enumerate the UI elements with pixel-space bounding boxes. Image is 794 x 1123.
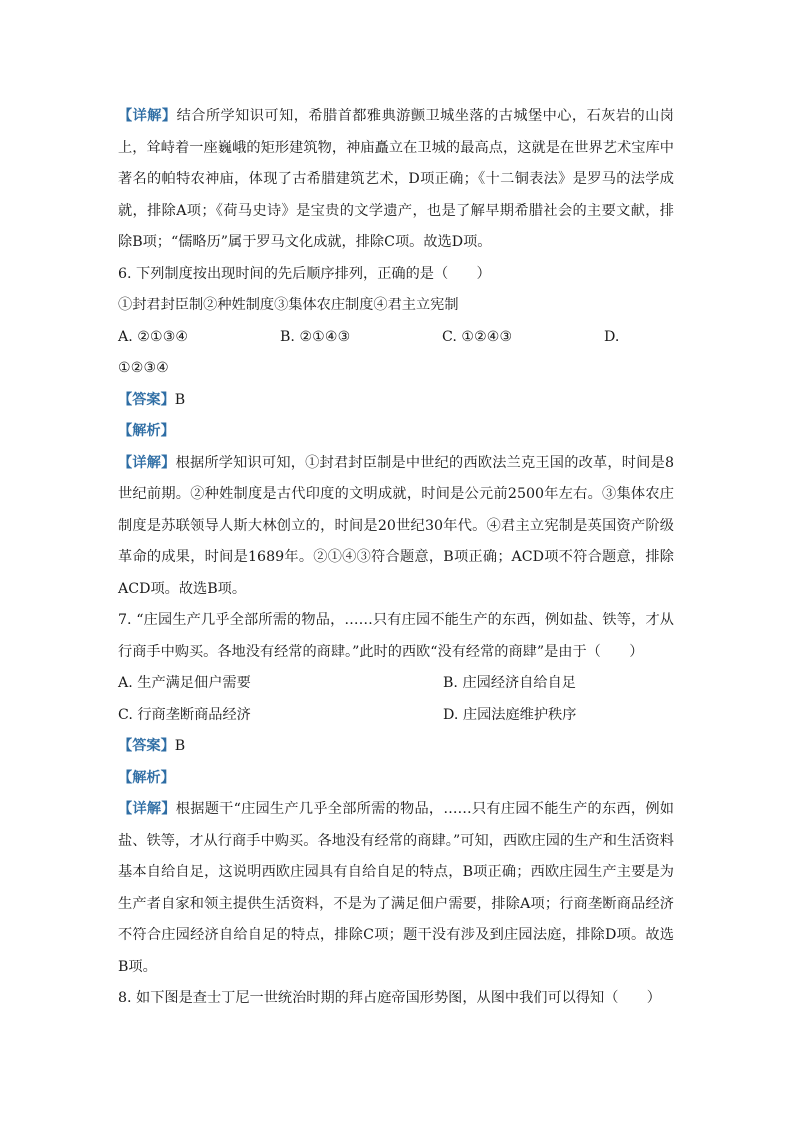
q7-option-d: D. 庄园法庭维护秩序 bbox=[443, 706, 577, 723]
q6-answer-tag: 【答案】 bbox=[118, 391, 175, 408]
q7-detail-tag: 【详解】 bbox=[118, 801, 176, 817]
q6-option-a: A. ②①③④ bbox=[118, 328, 189, 345]
q7-stem: 7. “庄园生产几乎全部所需的物品，……只有庄园不能生产的东西，例如盐、铁等，才从行商手中购买。各地没有经常的商肆。”此时的西欧“没有经常的商肆”是由于（ ） bbox=[118, 612, 674, 660]
q7-analysis-tag: 【解析】 bbox=[118, 769, 175, 786]
q6-options bbox=[118, 322, 674, 354]
q6-answer-value: B bbox=[174, 391, 186, 408]
q7-answer bbox=[118, 731, 674, 763]
q7-options-row-2 bbox=[118, 700, 674, 732]
q6-detail-text: 根据所学知识可知，①封君封臣制是中世纪的西欧法兰克王国的改革，时间是8世纪前期。②种姓制度是古代印度的文明成就，时间是公元前2500年左右。③集体农庄制度是苏联领导人斯大林创立的，时间是20世纪30年代。④君主立宪制是英国资产阶级革命的成果，时间是1689年。②①④③符合题意，B项正确；ACD项不符合题意，排除ACD项。故选B项。 bbox=[118, 454, 674, 597]
q6-detail-tag: 【详解】 bbox=[118, 454, 176, 471]
q8-stem: 8. 如下图是查士丁尼一世统治时期的拜占庭帝国形势图，从图中我们可以得知（ ） bbox=[118, 990, 661, 1006]
q6-option-c: C. ①②④③ bbox=[442, 328, 513, 345]
q6-analysis-heading bbox=[118, 416, 674, 448]
q7-detail-paragraph bbox=[118, 794, 674, 983]
q7-options-row-1 bbox=[118, 668, 674, 700]
q7-detail-text: 根据题干“庄园生产几乎全部所需的物品，……只有庄园不能生产的东西，例如盐、铁等，才从行商手中购买。各地没有经常的商肆。”可知，西欧庄园的生产和生活资料基本自给自足，这说明西欧庄园具有自给自足的特点，B项正确；西欧庄园生产主要是为生产者自家和领主提供生活资料，不是为了满足佃户需要，排除A项；行商垄断商品经济不符合庄园经济自给自足的特点，排除C项；题干没有涉及到庄园法庭，排除D项。故选B项。 bbox=[118, 801, 674, 975]
q7-answer-tag: 【答案】 bbox=[118, 738, 175, 754]
q6-answer bbox=[118, 385, 674, 417]
q6-option-d: D. bbox=[604, 328, 620, 345]
q6-stem: 6. 下列制度按出现时间的先后顺序排列，正确的是（ ） bbox=[118, 265, 491, 282]
q7-option-a: A. 生产满足佃户需要 bbox=[118, 675, 251, 691]
q5-detail-text: 结合所学知识可知，希腊首都雅典游颤卫城坐落的古城堡中心，石灰岩的山岗上，耸峙着一座巍峨的矩形建筑物，神庙矗立在卫城的最高点，这就是在世界艺术宝库中著名的帕特农神庙，体现了古希腊建筑艺术，D项正确；《十二铜表法》是罗马的法学成就，排除A项；《荷马史诗》是宝贵的文学遗产，也是了解早期希腊社会的主要文献，排除B项；“儒略历”属于罗马文化成就，排除C项。故选D项。 bbox=[118, 108, 674, 250]
q6-items: ①封君封臣制②种姓制度③集体农庄制度④君主立宪制 bbox=[118, 297, 459, 313]
document-body bbox=[118, 101, 674, 1015]
q5-detail-paragraph bbox=[118, 101, 674, 259]
q7-option-c: C. 行商垄断商品经济 bbox=[118, 706, 251, 723]
q6-option-b: B. ②①④③ bbox=[280, 328, 351, 345]
q5-detail-tag: 【详解】 bbox=[118, 108, 177, 124]
q7-answer-value: B bbox=[174, 738, 186, 754]
q7-analysis-heading bbox=[118, 763, 674, 795]
q6-option-d-wrap: ①②③④ bbox=[118, 360, 169, 376]
q6-analysis-tag: 【解析】 bbox=[118, 423, 175, 439]
q6-detail-paragraph bbox=[118, 448, 674, 606]
q7-option-b: B. 庄园经济自给自足 bbox=[443, 675, 576, 691]
